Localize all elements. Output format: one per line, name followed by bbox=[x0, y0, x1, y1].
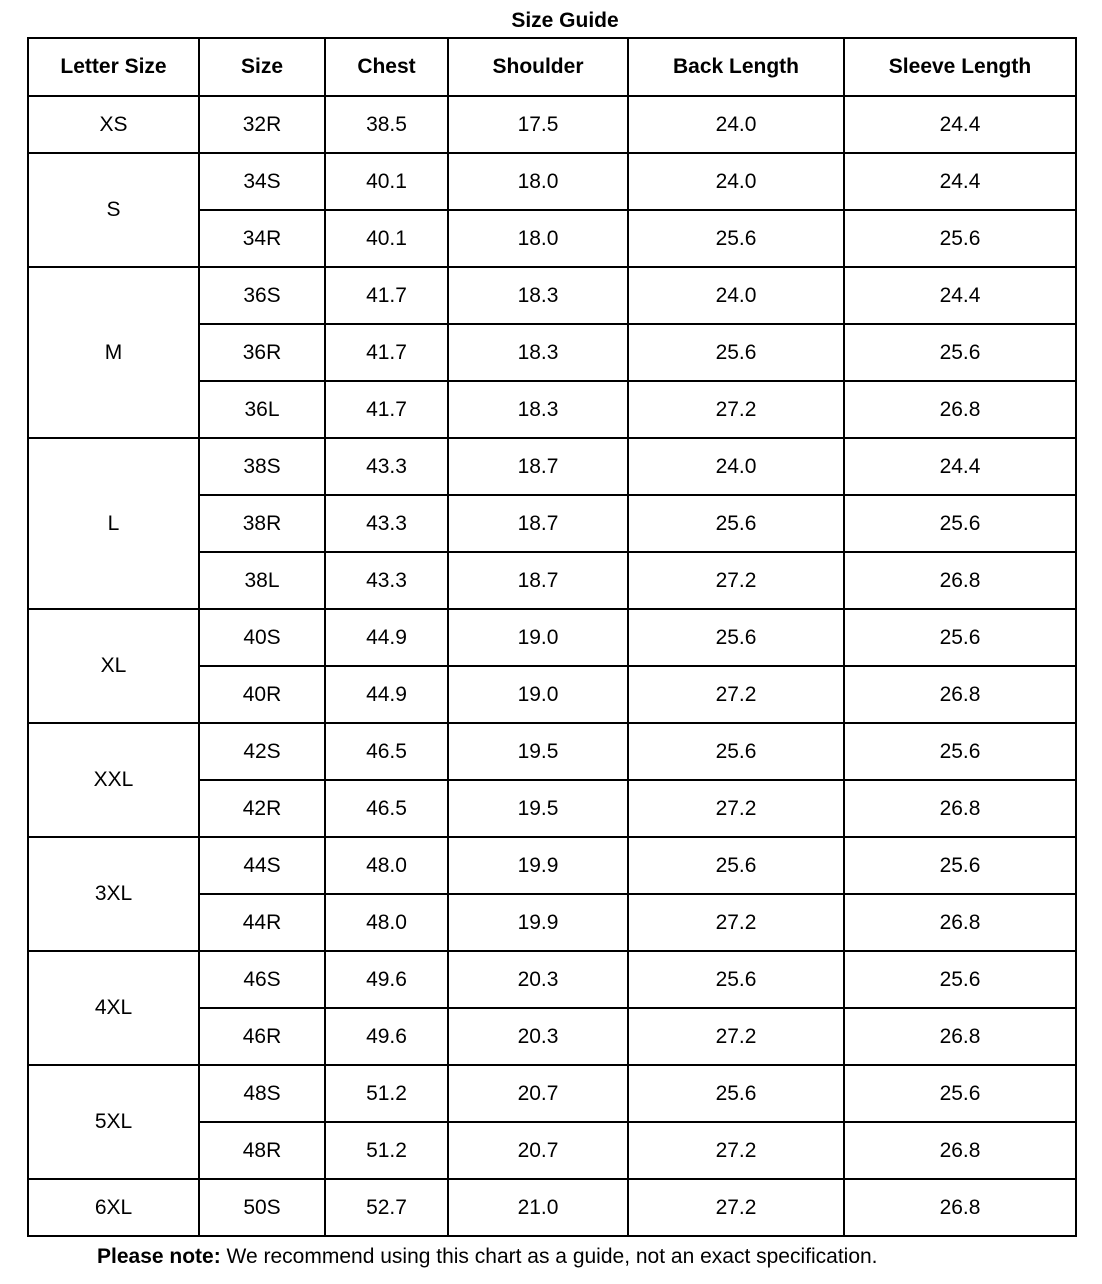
sleeve-length-cell: 25.6 bbox=[844, 609, 1076, 666]
table-row bbox=[28, 1065, 1076, 1122]
size-cell: 32R bbox=[199, 96, 325, 153]
footnote-text: We recommend using this chart as a guide, not an exact specification. bbox=[220, 1245, 878, 1268]
sleeve-length-cell: 26.8 bbox=[844, 1008, 1076, 1065]
shoulder-cell: 18.0 bbox=[448, 153, 628, 210]
sleeve-length-cell: 25.6 bbox=[844, 837, 1076, 894]
sleeve-length-cell: 26.8 bbox=[844, 1179, 1076, 1236]
shoulder-cell: 18.3 bbox=[448, 324, 628, 381]
chest-cell: 46.5 bbox=[325, 780, 448, 837]
back-length-cell: 25.6 bbox=[628, 495, 844, 552]
table-body bbox=[28, 96, 1076, 1236]
chest-cell: 44.9 bbox=[325, 609, 448, 666]
sleeve-length-cell: 24.4 bbox=[844, 153, 1076, 210]
shoulder-cell: 18.7 bbox=[448, 495, 628, 552]
back-length-cell: 25.6 bbox=[628, 1065, 844, 1122]
shoulder-cell: 21.0 bbox=[448, 1179, 628, 1236]
chest-cell: 49.6 bbox=[325, 1008, 448, 1065]
chest-cell: 41.7 bbox=[325, 381, 448, 438]
sleeve-length-cell: 26.8 bbox=[844, 894, 1076, 951]
sleeve-length-cell: 25.6 bbox=[844, 951, 1076, 1008]
sleeve-length-cell: 24.4 bbox=[844, 438, 1076, 495]
chest-cell: 40.1 bbox=[325, 153, 448, 210]
size-cell: 48R bbox=[199, 1122, 325, 1179]
size-cell: 38R bbox=[199, 495, 325, 552]
sleeve-length-cell: 26.8 bbox=[844, 780, 1076, 837]
chest-cell: 40.1 bbox=[325, 210, 448, 267]
chest-cell: 52.7 bbox=[325, 1179, 448, 1236]
size-cell: 38S bbox=[199, 438, 325, 495]
header-sleeve-length: Sleeve Length bbox=[844, 38, 1076, 96]
size-cell: 48S bbox=[199, 1065, 325, 1122]
shoulder-cell: 20.3 bbox=[448, 1008, 628, 1065]
back-length-cell: 27.2 bbox=[628, 1179, 844, 1236]
back-length-cell: 25.6 bbox=[628, 324, 844, 381]
size-cell: 42S bbox=[199, 723, 325, 780]
letter-size-cell: XL bbox=[28, 609, 199, 723]
back-length-cell: 25.6 bbox=[628, 837, 844, 894]
shoulder-cell: 19.5 bbox=[448, 723, 628, 780]
letter-size-cell: S bbox=[28, 153, 199, 267]
size-cell: 36L bbox=[199, 381, 325, 438]
table-row bbox=[28, 438, 1076, 495]
back-length-cell: 27.2 bbox=[628, 552, 844, 609]
chest-cell: 38.5 bbox=[325, 96, 448, 153]
letter-size-cell: M bbox=[28, 267, 199, 438]
back-length-cell: 24.0 bbox=[628, 153, 844, 210]
header-shoulder: Shoulder bbox=[448, 38, 628, 96]
letter-size-cell: 6XL bbox=[28, 1179, 199, 1236]
shoulder-cell: 19.0 bbox=[448, 609, 628, 666]
sleeve-length-cell: 24.4 bbox=[844, 267, 1076, 324]
header-chest: Chest bbox=[325, 38, 448, 96]
sleeve-length-cell: 25.6 bbox=[844, 1065, 1076, 1122]
footnote-label: Please note: bbox=[97, 1245, 221, 1268]
table-row bbox=[28, 96, 1076, 153]
back-length-cell: 25.6 bbox=[628, 723, 844, 780]
header-letter-size: Letter Size bbox=[28, 38, 199, 96]
size-cell: 46S bbox=[199, 951, 325, 1008]
shoulder-cell: 18.7 bbox=[448, 438, 628, 495]
back-length-cell: 27.2 bbox=[628, 1122, 844, 1179]
table-header-row bbox=[28, 38, 1076, 96]
shoulder-cell: 20.3 bbox=[448, 951, 628, 1008]
size-cell: 46R bbox=[199, 1008, 325, 1065]
table-row bbox=[28, 153, 1076, 210]
chest-cell: 43.3 bbox=[325, 552, 448, 609]
chest-cell: 43.3 bbox=[325, 438, 448, 495]
shoulder-cell: 18.7 bbox=[448, 552, 628, 609]
size-cell: 44R bbox=[199, 894, 325, 951]
size-cell: 36S bbox=[199, 267, 325, 324]
back-length-cell: 25.6 bbox=[628, 609, 844, 666]
back-length-cell: 27.2 bbox=[628, 381, 844, 438]
sleeve-length-cell: 24.4 bbox=[844, 96, 1076, 153]
back-length-cell: 25.6 bbox=[628, 210, 844, 267]
sleeve-length-cell: 25.6 bbox=[844, 723, 1076, 780]
back-length-cell: 27.2 bbox=[628, 1008, 844, 1065]
back-length-cell: 24.0 bbox=[628, 438, 844, 495]
letter-size-cell: 3XL bbox=[28, 837, 199, 951]
footnote bbox=[97, 1244, 878, 1270]
table-row bbox=[28, 267, 1076, 324]
back-length-cell: 24.0 bbox=[628, 96, 844, 153]
sleeve-length-cell: 26.8 bbox=[844, 381, 1076, 438]
letter-size-cell: XS bbox=[28, 96, 199, 153]
sleeve-length-cell: 25.6 bbox=[844, 324, 1076, 381]
page-title: Size Guide bbox=[511, 9, 619, 32]
size-cell: 40R bbox=[199, 666, 325, 723]
chest-cell: 41.7 bbox=[325, 267, 448, 324]
letter-size-cell: XXL bbox=[28, 723, 199, 837]
header-size: Size bbox=[199, 38, 325, 96]
size-cell: 36R bbox=[199, 324, 325, 381]
back-length-cell: 25.6 bbox=[628, 951, 844, 1008]
header-back-length: Back Length bbox=[628, 38, 844, 96]
sleeve-length-cell: 26.8 bbox=[844, 552, 1076, 609]
chest-cell: 41.7 bbox=[325, 324, 448, 381]
back-length-cell: 27.2 bbox=[628, 666, 844, 723]
sleeve-length-cell: 26.8 bbox=[844, 1122, 1076, 1179]
size-cell: 44S bbox=[199, 837, 325, 894]
shoulder-cell: 19.9 bbox=[448, 894, 628, 951]
shoulder-cell: 18.3 bbox=[448, 381, 628, 438]
chest-cell: 46.5 bbox=[325, 723, 448, 780]
chest-cell: 48.0 bbox=[325, 837, 448, 894]
size-guide-table bbox=[27, 37, 1077, 1237]
table-row bbox=[28, 723, 1076, 780]
table-row bbox=[28, 837, 1076, 894]
shoulder-cell: 18.0 bbox=[448, 210, 628, 267]
chest-cell: 48.0 bbox=[325, 894, 448, 951]
table-row bbox=[28, 951, 1076, 1008]
size-cell: 50S bbox=[199, 1179, 325, 1236]
shoulder-cell: 19.9 bbox=[448, 837, 628, 894]
chest-cell: 51.2 bbox=[325, 1122, 448, 1179]
size-cell: 34S bbox=[199, 153, 325, 210]
shoulder-cell: 20.7 bbox=[448, 1065, 628, 1122]
table-row bbox=[28, 1179, 1076, 1236]
shoulder-cell: 18.3 bbox=[448, 267, 628, 324]
size-cell: 42R bbox=[199, 780, 325, 837]
shoulder-cell: 20.7 bbox=[448, 1122, 628, 1179]
back-length-cell: 27.2 bbox=[628, 894, 844, 951]
sleeve-length-cell: 26.8 bbox=[844, 666, 1076, 723]
shoulder-cell: 19.5 bbox=[448, 780, 628, 837]
sleeve-length-cell: 25.6 bbox=[844, 495, 1076, 552]
chest-cell: 51.2 bbox=[325, 1065, 448, 1122]
chest-cell: 49.6 bbox=[325, 951, 448, 1008]
letter-size-cell: L bbox=[28, 438, 199, 609]
back-length-cell: 24.0 bbox=[628, 267, 844, 324]
sleeve-length-cell: 25.6 bbox=[844, 210, 1076, 267]
size-cell: 38L bbox=[199, 552, 325, 609]
letter-size-cell: 4XL bbox=[28, 951, 199, 1065]
back-length-cell: 27.2 bbox=[628, 780, 844, 837]
chest-cell: 44.9 bbox=[325, 666, 448, 723]
size-cell: 40S bbox=[199, 609, 325, 666]
shoulder-cell: 17.5 bbox=[448, 96, 628, 153]
letter-size-cell: 5XL bbox=[28, 1065, 199, 1179]
chest-cell: 43.3 bbox=[325, 495, 448, 552]
size-cell: 34R bbox=[199, 210, 325, 267]
table-row bbox=[28, 609, 1076, 666]
shoulder-cell: 19.0 bbox=[448, 666, 628, 723]
